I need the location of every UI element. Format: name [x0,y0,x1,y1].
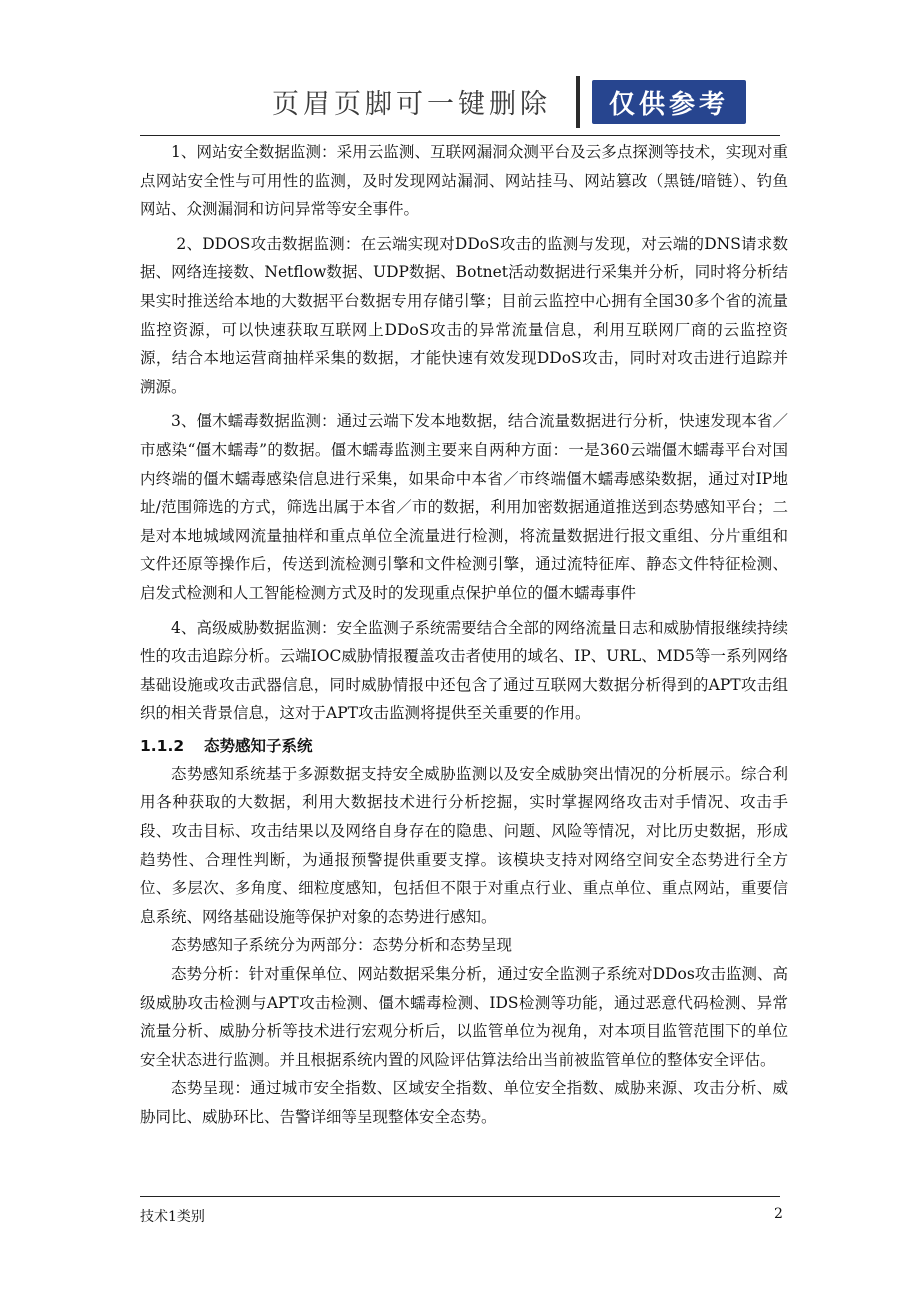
reference-badge: 仅供参考 [592,80,746,124]
paragraph-situation-overview: 态势感知系统基于多源数据支持安全威胁监测以及安全威胁突出情况的分析展示。综合利用各种获取的大数据，利用大数据技术进行分析挖掘，实时掌握网络攻击对手情况、攻击手段、攻击目标、攻击结果以及网络自身存在的隐患、问题、风险等情况，对比历史数据，形成趋势性、合理性判断，为通报预警提供重要支撑。该模块支持对网络空间安全态势进行全方位、多层次、多角度、细粒度感知，包括但不限于对重点行业、重点单位、重点网站，重要信息系统、网络基础设施等保护对象的态势进行感知。 [140,764,788,926]
page-header [140,72,780,136]
paragraph-website-monitoring: 1、网站安全数据监测：采用云监测、互联网漏洞众测平台及云多点探测等技术，实现对重点网站安全性与可用性的监测，及时发现网站漏洞、网站挂马、网站篡改（黑链/暗链）、钓鱼网站、众测漏洞和访问异常等安全事件。 [140,143,788,219]
header-rule [140,135,780,136]
paragraph-ddos-monitoring: 2、DDOS攻击数据监测：在云端实现对DDoS攻击的监测与发现，对云端的DNS请求数据、网络连接数、Netflow数据、UDP数据、Botnet活动数据进行采集并分析，同时将分析结果实时推送给本地的大数据平台数据专用存储引擎；目前云监控中心拥有全国30多个省的流量监控资源，可以快速获取互联网上DDoS攻击的异常流量信息，利用互联网厂商的云监控资源，结合本地运营商抽样采集的数据，才能快速有效发现DDoS攻击，同时对攻击进行追踪并溯源。 [140,234,788,396]
paragraph-situation-analysis: 态势分析：针对重保单位、网站数据采集分析，通过安全监测子系统对DDos攻击监测、高级威胁攻击检测与APT攻击检测、僵木蠕毒检测、IDS检测等功能，通过恶意代码检测、异常流量分析、威胁分析等技术进行宏观分析后，以监管单位为视角，对本项目监管范围下的单位安全状态进行监测。并且根据系统内置的风险评估算法给出当前被监管单位的整体安全评估。 [140,965,788,1069]
footer-rule [140,1196,780,1197]
section-title: 态势感知子系统 [204,736,313,755]
paragraph-botnet-monitoring: 3、僵木蠕毒数据监测：通过云端下发本地数据，结合流量数据进行分析，快速发现本省／市感染“僵木蠕毒”的数据。僵木蠕毒监测主要来自两种方面：一是360云端僵木蠕毒平台对国内终端的僵木蠕毒感染信息进行采集，如果命中本省／市终端僵木蠕毒感染数据，通过对IP地址/范围筛选的方式，筛选出属于本省／市的数据，利用加密数据通道推送到态势感知平台；二是对本地城域网流量抽样和重点单位全流量进行检测，将流量数据进行报文重组、分片重组和文件还原等操作后，传送到流检测引擎和文件检测引擎，通过流特征库、静态文件特征检测、启发式检测和人工智能检测方式及时的发现重点保护单位的僵木蠕毒事件 [140,412,788,602]
document-body [140,138,788,1132]
section-heading [140,732,788,760]
header-text: 页眉页脚可一键删除 [272,89,551,120]
page-number: 2 [774,1206,783,1222]
section-number: 1.1.2 [140,736,185,755]
paragraph-apt-monitoring: 4、高级威胁数据监测：安全监测子系统需要结合全部的网络流量日志和威胁情报继续持续性的攻击追踪分析。云端IOC威胁情报覆盖攻击者使用的域名、IP、URL、MD5等一系列网络基础设施或攻击武器信息，同时威胁情报中还包含了通过互联网大数据分析得到的APT攻击组织的相关背景信息，这对于APT攻击监测将提供至关重要的作用。 [140,618,788,723]
footer-category: 技术1类别 [140,1209,205,1225]
header-divider [576,76,580,128]
paragraph-situation-presentation: 态势呈现：通过城市安全指数、区域安全指数、单位安全指数、威胁来源、攻击分析、威胁同比、威胁环比、告警详细等呈现整体安全态势。 [140,1079,788,1126]
paragraph-situation-parts: 态势感知子系统分为两部分：态势分析和态势呈现 [171,936,513,955]
